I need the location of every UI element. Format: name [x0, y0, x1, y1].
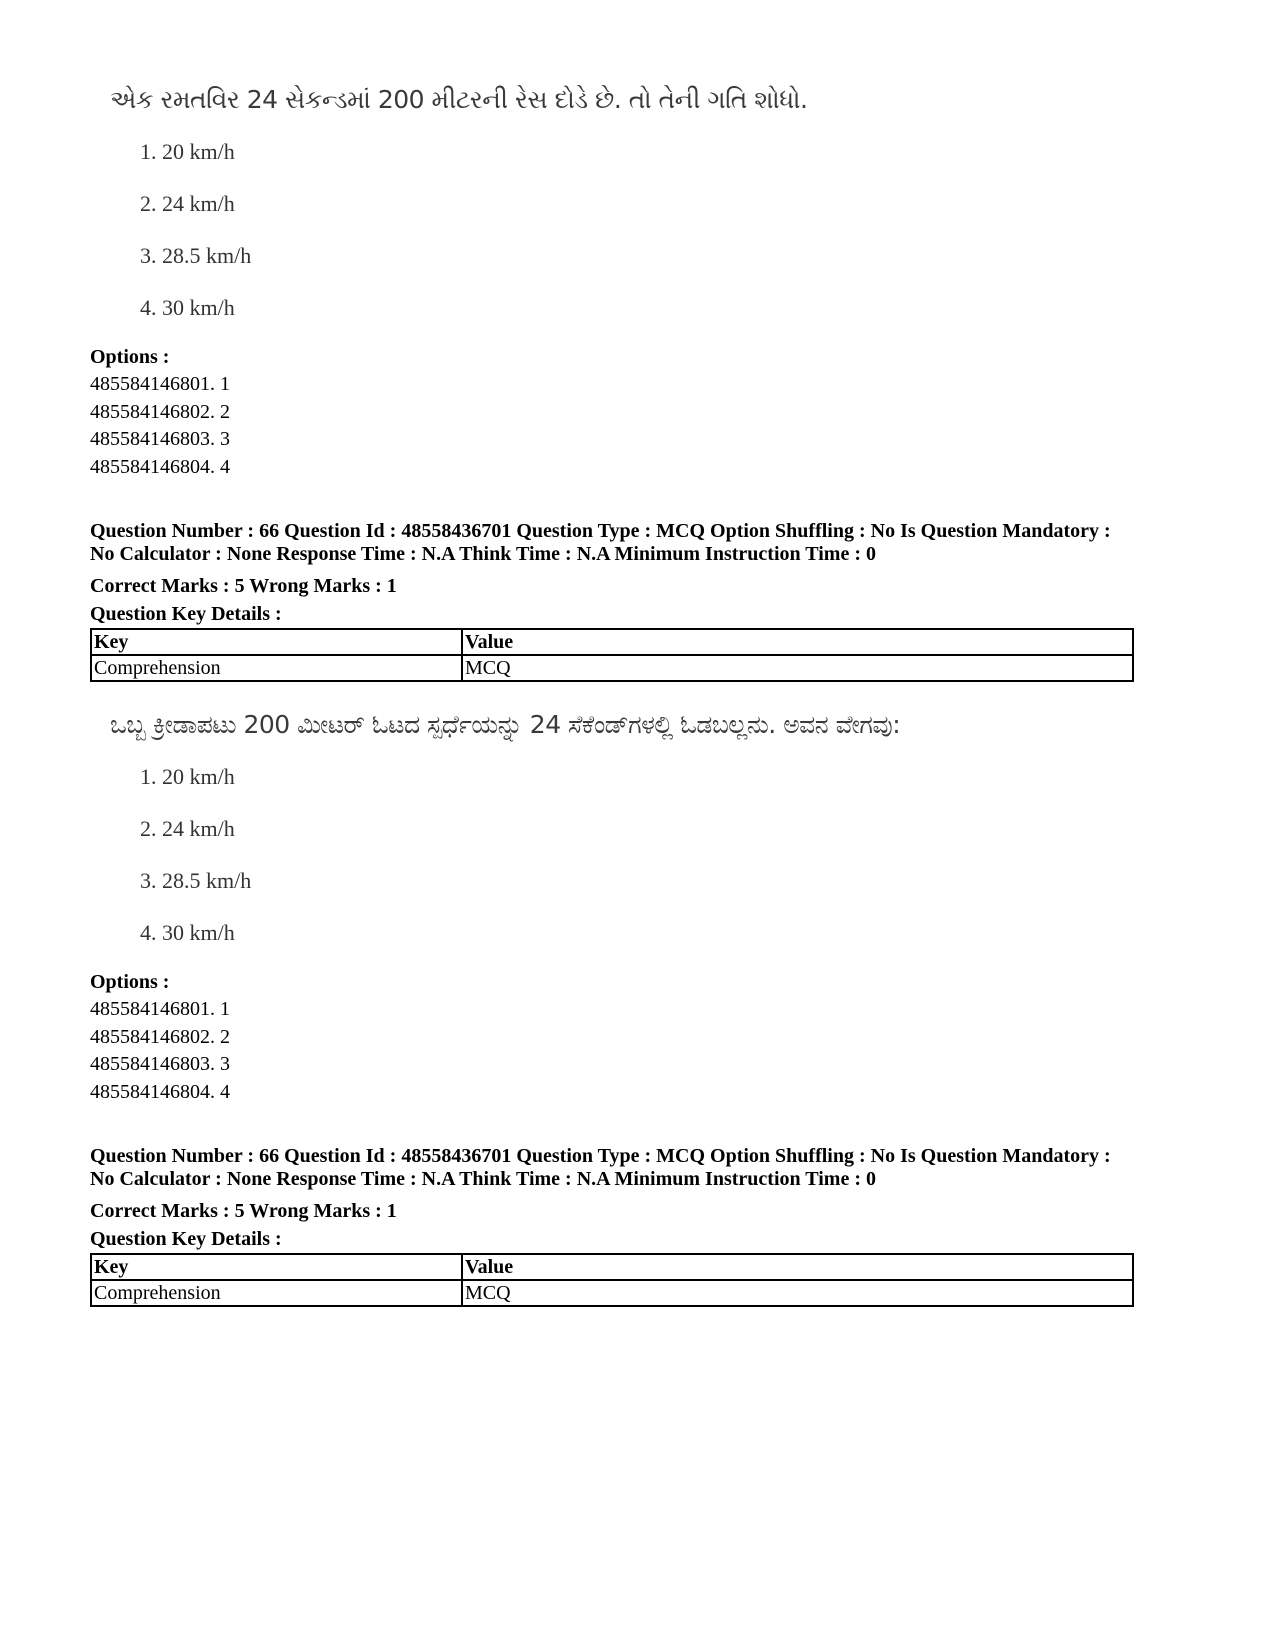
question-text: એક રમતવિર 24 સેકન્ડમાં 200 મીટરની રેસ દોડે છે. તો તેની ગતિ શોધો. — [110, 85, 808, 114]
table-header-row — [91, 629, 1133, 655]
question-image-gujarati — [110, 80, 1210, 334]
option-item: 485584146803. 3 — [90, 1053, 230, 1075]
choice-item: 1. 20 km/h — [140, 139, 235, 164]
table-cell-key: Comprehension — [91, 655, 462, 681]
table-header-value: Value — [462, 629, 1133, 655]
table-row — [91, 1280, 1133, 1306]
option-item: 485584146802. 2 — [90, 400, 230, 423]
table-header-key: Key — [91, 629, 462, 655]
option-item: 485584146804. 4 — [90, 455, 230, 478]
choice-item: 3. 28.5 km/h — [140, 243, 252, 268]
options-label: Options : — [90, 346, 170, 368]
question-choices — [110, 126, 1210, 334]
choice-item: 4. 30 km/h — [140, 295, 235, 320]
choice-item: 4. 30 km/h — [140, 920, 235, 945]
table-cell-value: MCQ — [462, 1280, 1133, 1306]
table-header-row — [91, 1254, 1133, 1280]
question-image-kannada — [110, 705, 1210, 959]
table-row — [91, 655, 1133, 681]
key-value-table — [90, 628, 1134, 682]
option-item: 485584146804. 4 — [90, 1080, 230, 1103]
option-item: 485584146801. 1 — [90, 373, 230, 395]
marks-line: Correct Marks : 5 Wrong Marks : 1 — [90, 1200, 397, 1222]
key-details-label: Question Key Details : — [90, 1228, 282, 1250]
question-meta-line: No Calculator : None Response Time : N.A Think Time : N.A Minimum Instruction Time : 0 — [90, 543, 876, 565]
options-section — [90, 343, 1190, 481]
options-section — [90, 968, 1190, 1106]
options-label: Options : — [90, 971, 170, 993]
question-metadata — [90, 520, 1200, 628]
table-header-value: Value — [462, 1254, 1133, 1280]
choice-item: 2. 24 km/h — [140, 816, 235, 841]
choice-item: 1. 20 km/h — [140, 764, 235, 789]
table-cell-key: Comprehension — [91, 1280, 462, 1306]
question-meta-line: Question Number : 66 Question Id : 48558436701 Question Type : MCQ Option Shuffling : No Is Question Mandatory : — [90, 520, 1111, 542]
choice-item: 2. 24 km/h — [140, 191, 235, 216]
table-cell-value: MCQ — [462, 655, 1133, 681]
question-choices — [110, 751, 1210, 959]
question-meta-line: Question Number : 66 Question Id : 48558436701 Question Type : MCQ Option Shuffling : No Is Question Mandatory : — [90, 1145, 1111, 1167]
option-item: 485584146803. 3 — [90, 428, 230, 450]
choice-item: 3. 28.5 km/h — [140, 868, 252, 893]
question-text: ಒಬ್ಬ ಕ್ರೀಡಾಪಟು 200 ಮೀಟರ್ ಓಟದ ಸ್ಪರ್ಧೆಯನ್ನು 24 ಸೆಕೆಂಡ್‌ಗಳಲ್ಲಿ ಓಡಬಲ್ಲನು. ಅವನ ವೇಗವು: — [110, 710, 901, 739]
question-meta-line: No Calculator : None Response Time : N.A Think Time : N.A Minimum Instruction Time : 0 — [90, 1168, 876, 1190]
options-list — [90, 371, 1190, 481]
marks-line: Correct Marks : 5 Wrong Marks : 1 — [90, 575, 397, 597]
options-list — [90, 996, 1190, 1106]
key-details-label: Question Key Details : — [90, 603, 282, 625]
question-metadata — [90, 1145, 1200, 1253]
key-value-table — [90, 1253, 1134, 1307]
option-item: 485584146801. 1 — [90, 998, 230, 1020]
option-item: 485584146802. 2 — [90, 1025, 230, 1048]
table-header-key: Key — [91, 1254, 462, 1280]
